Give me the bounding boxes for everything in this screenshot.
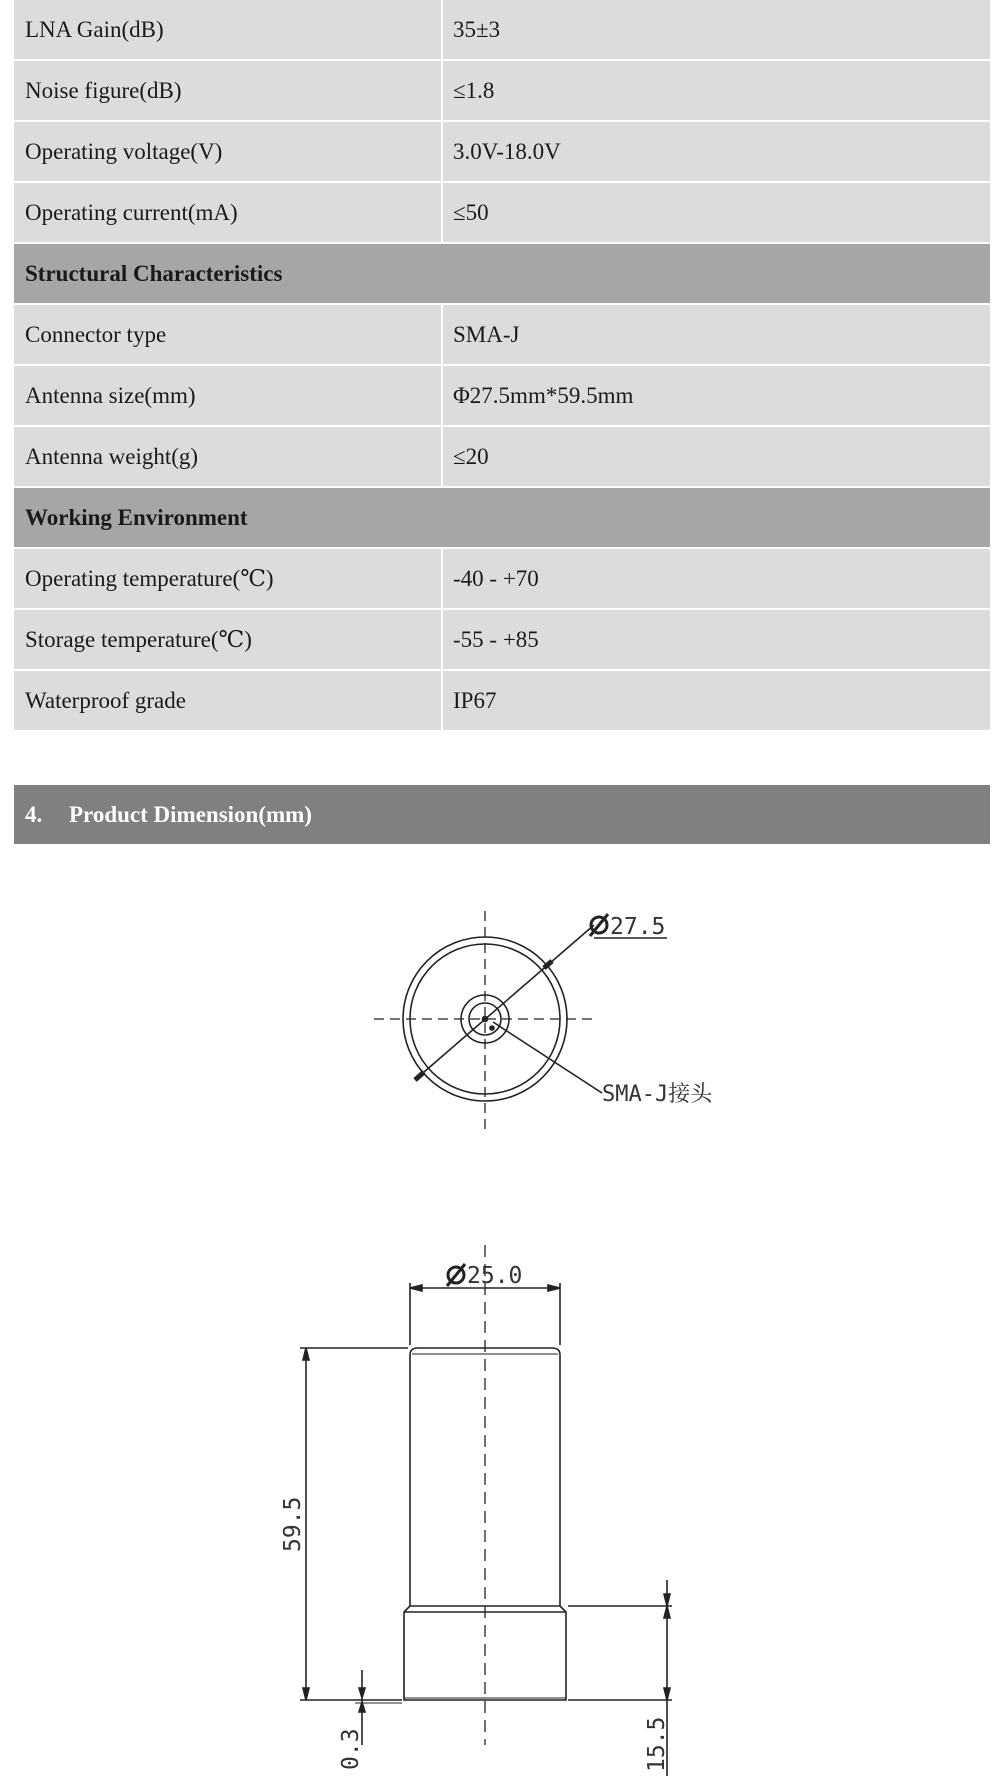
spec-value: -55 - +85 xyxy=(453,626,539,652)
spec-label: Waterproof grade xyxy=(25,687,186,713)
spec-label: Noise figure(dB) xyxy=(25,77,182,103)
spec-table xyxy=(14,0,990,732)
connector-leader xyxy=(493,1022,602,1093)
section-title: Product Dimension(mm) xyxy=(69,801,312,827)
dimension-section-header xyxy=(14,785,990,844)
spec-value: Φ27.5mm*59.5mm xyxy=(453,382,634,408)
section-header-structural xyxy=(14,244,990,303)
spec-row-lna-gain xyxy=(14,0,990,59)
spec-row-operating-current xyxy=(14,183,990,242)
height-label: 59.5 xyxy=(280,1496,306,1552)
spec-value: 3.0V-18.0V xyxy=(453,138,561,164)
diameter-leader-tick-2 xyxy=(544,961,552,968)
arrow-bottom xyxy=(303,1688,309,1700)
spec-label: Antenna weight(g) xyxy=(25,443,199,469)
spec-row-waterproof-grade xyxy=(14,671,990,730)
body-diameter-label: 25.0 xyxy=(467,1263,523,1289)
spec-row-antenna-weight xyxy=(14,427,990,486)
spec-row-noise-figure xyxy=(14,61,990,120)
spec-value: ≤20 xyxy=(453,443,489,469)
diameter-symbol-side xyxy=(447,1264,465,1286)
spec-row-operating-temperature xyxy=(14,549,990,608)
spec-label: Operating temperature(℃) xyxy=(25,565,274,591)
spec-value: ≤50 xyxy=(453,199,489,225)
section-number: 4. xyxy=(25,801,43,827)
spec-row-antenna-size xyxy=(14,366,990,425)
dimension-drawing xyxy=(0,860,1000,1776)
diameter-leader-tick xyxy=(415,1072,424,1080)
base-arrow-bottom-2 xyxy=(664,1688,670,1700)
spec-label: Operating current(mA) xyxy=(25,199,238,225)
gap-arrow xyxy=(359,1688,365,1698)
arrow-left xyxy=(410,1285,422,1291)
spec-value: 35±3 xyxy=(453,16,501,42)
base-height-label: 15.5 xyxy=(644,1716,670,1772)
gap-label: 0.3 xyxy=(338,1728,364,1770)
spec-label: Connector type xyxy=(25,321,167,347)
spec-value: SMA-J xyxy=(453,321,520,347)
spec-row-storage-temperature xyxy=(14,610,990,669)
section-header-environment xyxy=(14,488,990,547)
diameter-symbol xyxy=(590,914,608,936)
top-diameter-label: 27.5 xyxy=(610,914,666,940)
spec-row-connector-type xyxy=(14,305,990,364)
diameter-leader xyxy=(424,925,594,1072)
spec-label: Antenna size(mm) xyxy=(25,382,196,408)
spec-label: LNA Gain(dB) xyxy=(25,16,164,42)
base-arrow-top xyxy=(664,1594,670,1606)
arrow-top xyxy=(303,1348,309,1360)
section-title: Structural Characteristics xyxy=(25,260,283,286)
side-view xyxy=(300,1245,672,1776)
connector-dot xyxy=(490,1026,494,1030)
base-arrow-bottom xyxy=(664,1606,670,1618)
spec-row-operating-voltage xyxy=(14,122,990,181)
connector-label: SMA-J接头 xyxy=(602,1082,713,1107)
spec-value: -40 - +70 xyxy=(453,565,539,591)
section-title: Working Environment xyxy=(25,504,248,530)
spec-value: ≤1.8 xyxy=(453,77,495,103)
spec-label: Storage temperature(℃) xyxy=(25,626,252,652)
arrow-right xyxy=(548,1285,560,1291)
spec-label: Operating voltage(V) xyxy=(25,138,223,164)
spec-value: IP67 xyxy=(453,687,497,713)
